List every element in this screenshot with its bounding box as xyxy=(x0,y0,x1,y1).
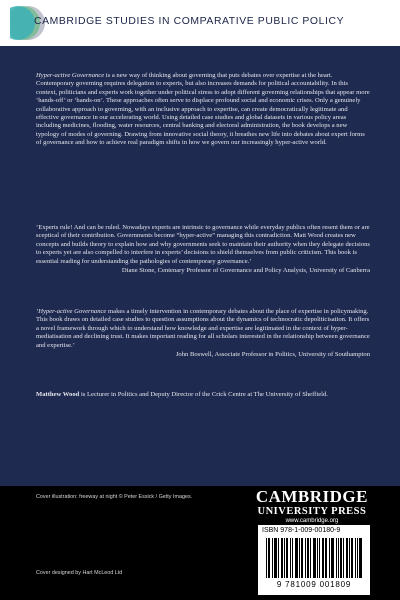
endorsement-2-title-italic: ‘Hyper-active Governance xyxy=(36,308,107,315)
barcode-bar xyxy=(266,538,267,578)
barcode-bar xyxy=(278,538,279,578)
endorsement-1-attribution: Diane Stone, Centenary Professor of Governance and Policy Analysis, University of Canberra xyxy=(121,267,370,275)
isbn-barcode xyxy=(258,525,370,595)
book-description xyxy=(36,72,370,148)
cover-illustration-credit: Cover illustration: freeway at night © Peter Essick / Getty Images. xyxy=(36,494,193,500)
book-title-italic: Hyper-active Governance xyxy=(36,72,105,79)
barcode-bar xyxy=(299,538,300,578)
barcode-bar xyxy=(323,538,324,578)
back-cover-footer xyxy=(0,486,400,600)
barcode-bar xyxy=(361,538,362,578)
barcode-bar xyxy=(282,538,283,578)
barcode-bar xyxy=(355,538,356,578)
series-header xyxy=(0,0,400,46)
publisher-logo xyxy=(256,488,368,525)
author-bio xyxy=(36,391,370,399)
isbn-label: ISBN 978-1-009-00180-9 xyxy=(262,527,341,534)
barcode-bar xyxy=(349,538,350,578)
barcode-bar xyxy=(315,538,316,578)
barcode-bar xyxy=(308,538,309,578)
barcode-bar xyxy=(319,538,320,578)
publisher-url: www.cambridge.org xyxy=(285,518,339,524)
barcode-bar xyxy=(341,538,342,578)
barcode-bar xyxy=(317,538,318,578)
series-title: CAMBRIDGE STUDIES IN COMPARATIVE PUBLIC POLICY xyxy=(34,16,345,27)
publisher-name-line1: CAMBRIDGE xyxy=(255,487,368,506)
barcode-bar xyxy=(343,538,344,578)
barcode-bar xyxy=(347,538,348,578)
endorsement-2-attribution: John Boswell, Associate Professor in Politics, University of Southampton xyxy=(175,351,370,359)
barcode-bar xyxy=(276,538,277,578)
barcode-bar xyxy=(338,538,339,578)
author-bio-text: is Lecturer in Politics and Deputy Director of the Crick Centre at The University of Sheffield. xyxy=(79,391,328,398)
cover-design-credit: Cover designed by Hart McLeod Ltd xyxy=(36,570,123,576)
barcode-bars-icon xyxy=(266,538,362,578)
author-name: Matthew Wood xyxy=(36,391,80,398)
barcode-bar xyxy=(305,538,306,578)
back-cover-main xyxy=(0,46,400,486)
barcode-bar xyxy=(302,538,303,578)
publisher-name-line2: UNIVERSITY PRESS xyxy=(257,506,367,517)
barcode-digits: 9 781009 001809 xyxy=(276,580,352,589)
barcode-bar xyxy=(287,538,288,578)
barcode-bar xyxy=(292,538,293,578)
barcode-bar xyxy=(357,538,358,578)
endorsement-2 xyxy=(36,308,370,359)
barcode-bar xyxy=(336,538,337,578)
endorsement-1 xyxy=(36,224,370,275)
endorsement-2-text: makes a timely intervention in contemporary debates about the place of expertise in policymaking. This book draws on detailed case studies to question assumptions about the dynamics of technocratic depoliticisation. It offers a novel framework through which to understand how knowledge and expertise are legitimated in the context of hyper-mediatisation and declining trust. It makes important reading for all scholars interested in the relationship between governance and expertise.’ xyxy=(36,308,370,349)
barcode-bar xyxy=(326,538,327,578)
barcode-bar xyxy=(352,538,353,578)
barcode-bar xyxy=(272,538,273,578)
barcode-bar xyxy=(333,538,334,578)
description-text: is a new way of thinking about governing that puts debates over expertise at the heart. Contemporary governing requires delegation to experts, but also increases demands for political accountability. In this context, politicians and experts work together under political stress to adopt different governing relationships that appear more ‘hands-off’ or ‘hands-on’. These approaches often serve to displace profound social and economic crises. Only a genuinely collaborative approach to governing, with an inclusive approach to expertise, can create democratically legitimate and effective governance in our accelerating world. Using detailed case studies and global datasets in various policy areas including medicines, flooding, water resources, central banking and electoral administration, the book develops a new typology of modes of governing. Drawing from innovative social theory, it breathes new life into debates about expert forms of governance and how to achieve real paradigm shifts in how we govern our increasingly hyper-active world. xyxy=(36,72,370,147)
barcode-bar xyxy=(329,538,330,578)
barcode-bar xyxy=(310,538,311,578)
barcode-bar xyxy=(284,538,285,578)
endorsement-1-text: ‘Experts rule! And can be ruled. Nowadays experts are intrinsic to governance while everyday publics often resent them or are sceptical of their contribution. Governments become “hyper-active” managing this contradiction. Matt Wood creates new concepts and builds theory to explain how and why governments seek to maintain their authority when they delegate decisions to experts yet are also compelled to interfere in experts’ decisions to shield themselves from public criticism. This book is essential reading for understanding the pathologies of contemporary governance.’ xyxy=(36,224,370,265)
barcode-bar xyxy=(297,538,298,578)
barcode-bar xyxy=(290,538,291,578)
barcode-bar xyxy=(269,538,270,578)
